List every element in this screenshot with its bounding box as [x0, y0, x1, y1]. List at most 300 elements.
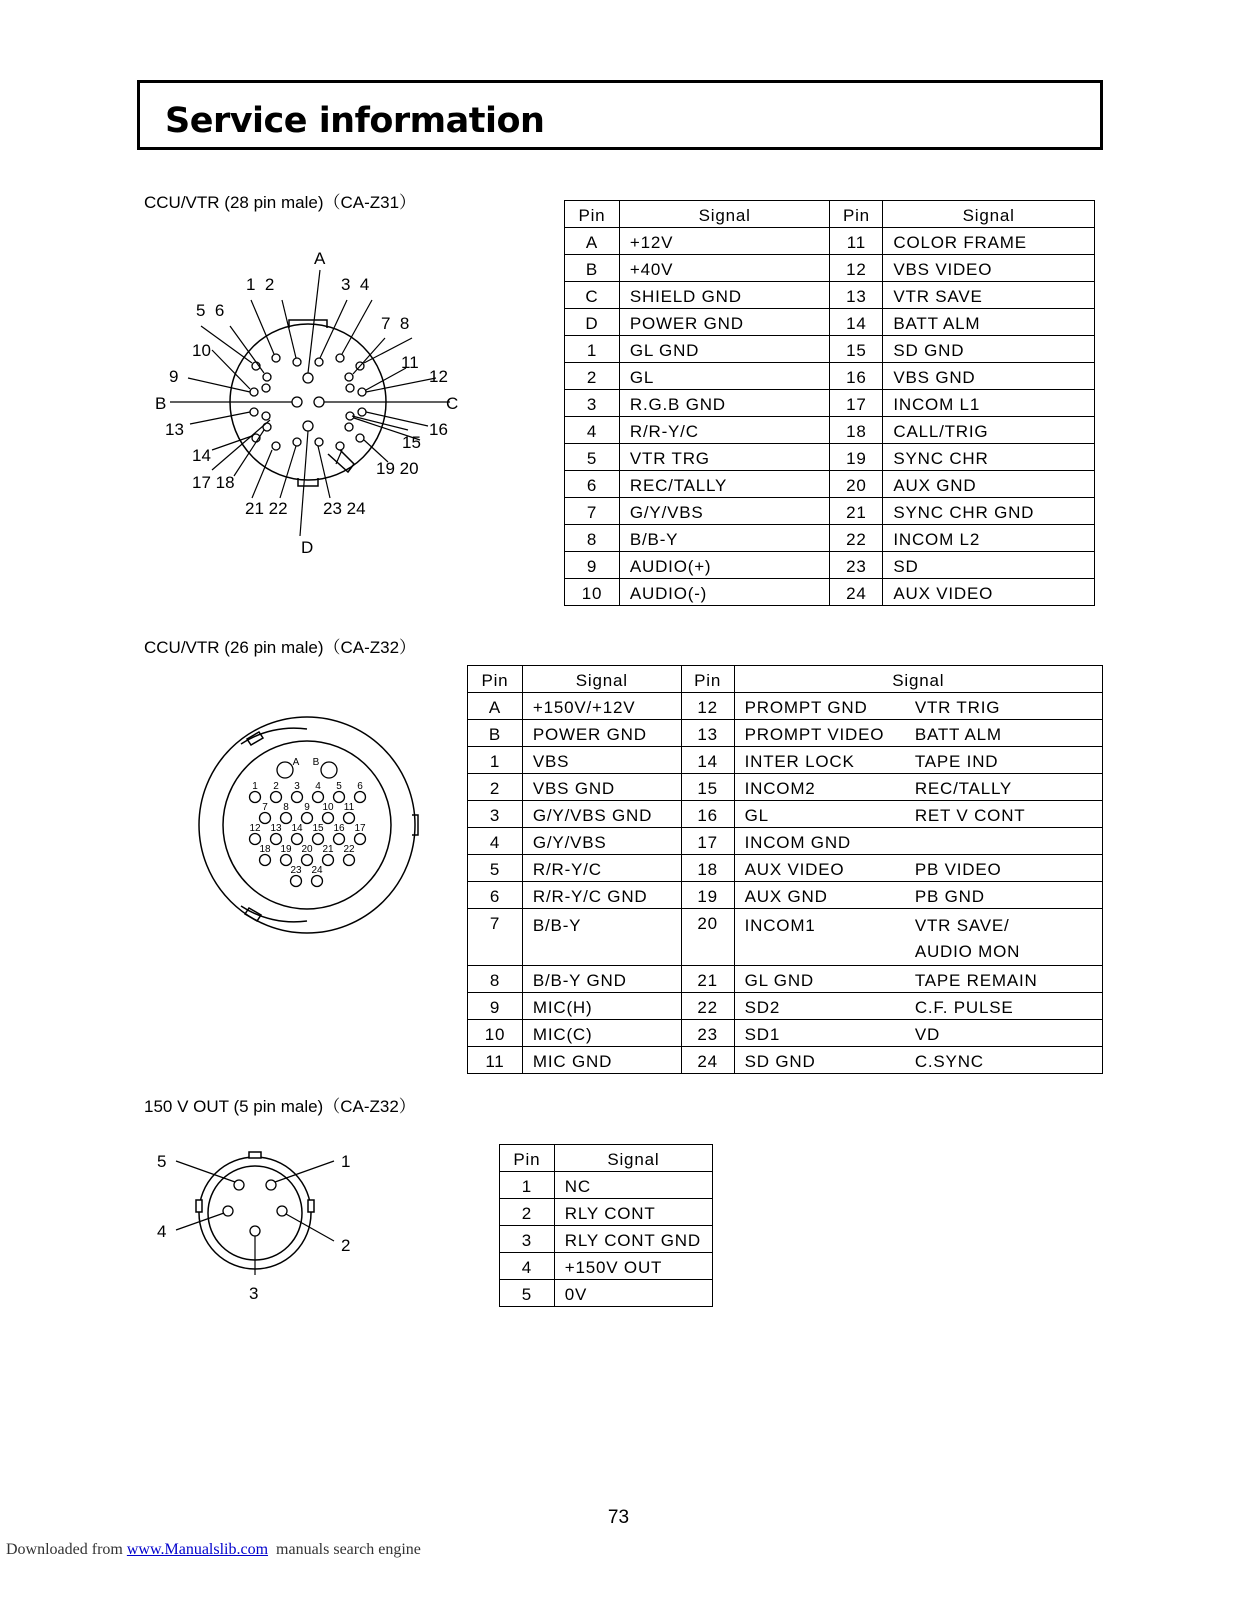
connector-5pin-diagram [150, 1145, 380, 1315]
pin-cell: 13 [681, 720, 734, 747]
table-row [565, 390, 1095, 417]
signal-cell: RLY CONT [554, 1199, 712, 1226]
table-row [565, 255, 1095, 282]
label-C: C [446, 394, 459, 413]
pin-cell: 4 [500, 1253, 555, 1280]
signal-cell-alt: PB VIDEO [905, 855, 1103, 882]
pin-cell: 16 [830, 363, 883, 390]
pin-hole [336, 442, 344, 450]
signal-cell: B/B-Y [522, 909, 681, 966]
pin-cell: 12 [681, 693, 734, 720]
pin-cell: 24 [681, 1047, 734, 1074]
signal-cell: POWER GND [522, 720, 681, 747]
signal-cell: COLOR FRAME [883, 228, 1095, 255]
pin-cell: 22 [830, 525, 883, 552]
header-pin: Pin [681, 666, 734, 693]
label-A: A [314, 249, 326, 268]
signal-cell: INCOM GND [734, 828, 905, 855]
table-row [565, 579, 1095, 606]
pin-cell: 1 [500, 1172, 555, 1199]
header-pin: Pin [565, 201, 620, 228]
pin-cell: A [565, 228, 620, 255]
label-13: 13 [165, 420, 184, 439]
signal-cell-alt: C.F. PULSE [905, 993, 1103, 1020]
label-16: 16 [429, 420, 448, 439]
signal-cell: VTR SAVE [883, 282, 1095, 309]
pin-cell: 6 [565, 471, 620, 498]
label-1-2: 1 2 [246, 275, 275, 294]
signal-cell: INTER LOCK [734, 747, 905, 774]
pin-cell: 1 [468, 747, 523, 774]
pin-cell: 11 [830, 228, 883, 255]
header-pin: Pin [500, 1145, 555, 1172]
pin-cell: 17 [681, 828, 734, 855]
signal-cell: B/B-Y [619, 525, 830, 552]
pin-number-label: 22 [343, 844, 355, 855]
pin-number-label: 14 [291, 823, 303, 834]
header-pin: Pin [830, 201, 883, 228]
pin-cell: 18 [830, 417, 883, 444]
pin-cell: 24 [830, 579, 883, 606]
pin-hole [334, 792, 345, 803]
pin-number-label: 19 [280, 844, 292, 855]
pin-number-label: 5 [336, 781, 342, 792]
signal-cell-alt [905, 828, 1103, 855]
signal-cell: R/R-Y/C [522, 855, 681, 882]
pin-hole [334, 834, 345, 845]
pin-hole [315, 438, 323, 446]
header-signal: Signal [734, 666, 1102, 693]
signal-line: AUDIO MON [914, 942, 1021, 961]
pin-number-label: 11 [343, 802, 355, 813]
pin-cell: B [468, 720, 523, 747]
table-row [565, 228, 1095, 255]
pin-hole [355, 834, 366, 845]
table-row [500, 1253, 713, 1280]
pin-hole [260, 855, 271, 866]
signal-cell-alt: TAPE IND [905, 747, 1103, 774]
pin-hole [263, 373, 271, 381]
signal-cell-alt [905, 909, 1103, 966]
signal-cell: SYNC CHR GND [883, 498, 1095, 525]
table-row [468, 720, 1103, 747]
signal-cell: 0V [554, 1280, 712, 1307]
pin-number-label: 24 [311, 865, 323, 876]
pin-cell: 1 [565, 336, 620, 363]
pin-2 [277, 1206, 287, 1216]
table-row [468, 855, 1103, 882]
signal-cell: AUX GND [883, 471, 1095, 498]
signal-cell: SD2 [734, 993, 905, 1020]
signal-cell: AUDIO(+) [619, 552, 830, 579]
header-signal: Signal [883, 201, 1095, 228]
pin-hole [315, 358, 323, 366]
signal-cell: VBS VIDEO [883, 255, 1095, 282]
page-title: Service information [165, 101, 545, 141]
signal-cell: INCOM L2 [883, 525, 1095, 552]
pin-hole [271, 792, 282, 803]
pin-cell: 3 [500, 1226, 555, 1253]
signal-cell: AUX GND [734, 882, 905, 909]
pin-cell: 23 [681, 1020, 734, 1047]
label-19-20: 19 20 [376, 459, 419, 478]
signal-cell: REC/TALLY [619, 471, 830, 498]
table-row [565, 525, 1095, 552]
pin-1 [266, 1180, 276, 1190]
signal-cell: INCOM1 [734, 909, 905, 966]
pin-number-label: 18 [259, 844, 271, 855]
pin-hole [314, 397, 324, 407]
table-row [468, 1020, 1103, 1047]
signal-cell: RLY CONT GND [554, 1226, 712, 1253]
pin-cell: 6 [468, 882, 523, 909]
pin-cell: 20 [830, 471, 883, 498]
pin-cell: 13 [830, 282, 883, 309]
table-26pin [467, 665, 1103, 1074]
pin-number-label: 17 [354, 823, 366, 834]
pin-number-label: 3 [294, 781, 300, 792]
table-row [468, 993, 1103, 1020]
pin-cell: 5 [565, 444, 620, 471]
pin-hole [262, 412, 270, 420]
pin-cell: 11 [468, 1047, 523, 1074]
label-4: 4 [157, 1222, 167, 1241]
table-row [468, 693, 1103, 720]
table-row [500, 1199, 713, 1226]
pin-hole [272, 354, 280, 362]
signal-cell: GL GND [619, 336, 830, 363]
page-header [137, 80, 1103, 150]
label-14: 14 [192, 446, 211, 465]
signal-line: VTR SAVE/ [914, 916, 1010, 935]
pin-hole [263, 423, 271, 431]
signal-cell-alt: C.SYNC [905, 1047, 1103, 1074]
table-header-row [468, 666, 1103, 693]
signal-cell: MIC GND [522, 1047, 681, 1074]
pin-hole [344, 855, 355, 866]
signal-cell: VTR TRG [619, 444, 830, 471]
pin-hole [321, 762, 337, 778]
table-row [565, 498, 1095, 525]
signal-cell: B/B-Y GND [522, 966, 681, 993]
table-28pin [564, 200, 1095, 606]
pin-number-label: 7 [262, 802, 268, 813]
signal-cell: NC [554, 1172, 712, 1199]
pin-hole [281, 855, 292, 866]
pin-cell: 23 [830, 552, 883, 579]
signal-cell: R/R-Y/C GND [522, 882, 681, 909]
pin-hole [250, 408, 258, 416]
pin-4 [223, 1206, 233, 1216]
table-row [468, 801, 1103, 828]
pin-hole [312, 876, 323, 887]
signal-cell: SD [883, 552, 1095, 579]
table-row [565, 363, 1095, 390]
label-23-24: 23 24 [323, 499, 366, 518]
pin-number-label: 13 [270, 823, 282, 834]
footer-link[interactable]: www.Manualslib.com [126, 1541, 269, 1558]
pin-cell: 10 [468, 1020, 523, 1047]
signal-cell: MIC(H) [522, 993, 681, 1020]
pin-cell: 9 [565, 552, 620, 579]
signal-cell: MIC(C) [522, 1020, 681, 1047]
signal-cell-alt: RET V CONT [905, 801, 1103, 828]
page-number: 73 [607, 1507, 630, 1528]
signal-cell: G/Y/VBS GND [522, 801, 681, 828]
pin-number-label: 1 [252, 781, 258, 792]
pin-hole [344, 813, 355, 824]
pin-hole [250, 792, 261, 803]
pin-number-label: 6 [357, 781, 363, 792]
label-9: 9 [169, 367, 179, 386]
connector-28pin-diagram [150, 240, 470, 560]
label-2: 2 [341, 1236, 351, 1255]
signal-cell: SD GND [883, 336, 1095, 363]
pin-cell: 14 [681, 747, 734, 774]
pin-hole [260, 813, 271, 824]
signal-cell-alt: BATT ALM [905, 720, 1103, 747]
pin-number-label: A [292, 757, 300, 768]
pin-number-label: 4 [315, 781, 321, 792]
pin-number-label: 2 [273, 781, 279, 792]
table-row [500, 1280, 713, 1307]
label-3: 3 [249, 1284, 259, 1303]
table-row [565, 336, 1095, 363]
pin-cell: 4 [565, 417, 620, 444]
pin-cell: C [565, 282, 620, 309]
table-row [565, 444, 1095, 471]
table-row [565, 471, 1095, 498]
pin-hole [250, 388, 258, 396]
pin-cell: 15 [681, 774, 734, 801]
pin-cell: 5 [468, 855, 523, 882]
pin-number-label: 16 [333, 823, 345, 834]
signal-cell: VBS [522, 747, 681, 774]
pin-cell: 3 [565, 390, 620, 417]
signal-cell: +12V [619, 228, 830, 255]
pin-hole [358, 388, 366, 396]
signal-cell-alt: TAPE REMAIN [905, 966, 1103, 993]
pin-cell: 21 [681, 966, 734, 993]
signal-cell: GL [619, 363, 830, 390]
caption-5pin: 150 V OUT (5 pin male)（CA-Z32） [144, 1097, 416, 1116]
table-row [500, 1226, 713, 1253]
label-21-22: 21 22 [245, 499, 288, 518]
signal-cell: PROMPT GND [734, 693, 905, 720]
header-pin: Pin [468, 666, 523, 693]
pin-number-label: 23 [290, 865, 302, 876]
pin-cell: 19 [830, 444, 883, 471]
pin-number-label: 9 [304, 802, 310, 813]
pin-number-label: B [312, 757, 320, 768]
table-row [468, 1047, 1103, 1074]
pin-hole [302, 813, 313, 824]
pin-cell: 16 [681, 801, 734, 828]
pin-cell: 2 [500, 1199, 555, 1226]
footer [6, 1541, 421, 1559]
pin-3 [250, 1226, 260, 1236]
table-header-row [565, 201, 1095, 228]
pin-cell: 7 [468, 909, 523, 966]
label-7-8: 7 8 [381, 314, 410, 333]
table-row [468, 747, 1103, 774]
pin-hole [292, 792, 303, 803]
pin-cell: B [565, 255, 620, 282]
label-3-4: 3 4 [341, 275, 370, 294]
signal-cell: INCOM L1 [883, 390, 1095, 417]
signal-cell: PROMPT VIDEO [734, 720, 905, 747]
header-signal: Signal [619, 201, 830, 228]
pin-number-label: 12 [249, 823, 261, 834]
signal-cell: AUDIO(-) [619, 579, 830, 606]
table-row [500, 1172, 713, 1199]
signal-cell: GL GND [734, 966, 905, 993]
pin-cell: 7 [565, 498, 620, 525]
signal-cell: BATT ALM [883, 309, 1095, 336]
label-11: 11 [401, 353, 419, 372]
pin-hole [323, 855, 334, 866]
pin-number-label: 20 [301, 844, 313, 855]
label-10: 10 [192, 341, 211, 360]
pin-cell: 12 [830, 255, 883, 282]
table-row [565, 309, 1095, 336]
pin-hole [336, 354, 344, 362]
pin-cell: 21 [830, 498, 883, 525]
pin-number-label: 8 [283, 802, 289, 813]
table-5pin [499, 1144, 713, 1307]
label-5-6: 5 6 [196, 301, 225, 320]
label-D: D [301, 538, 314, 557]
pin-hole [358, 408, 366, 416]
pin-hole [303, 373, 313, 383]
pin-hole [291, 876, 302, 887]
signal-cell: G/Y/VBS [619, 498, 830, 525]
label-15: 15 [402, 433, 421, 452]
header-signal: Signal [554, 1145, 712, 1172]
pin-cell: 2 [468, 774, 523, 801]
pin-cell: 10 [565, 579, 620, 606]
signal-cell: VBS GND [883, 363, 1095, 390]
signal-cell: VBS GND [522, 774, 681, 801]
footer-prefix: Downloaded from [6, 1541, 127, 1558]
signal-cell: G/Y/VBS [522, 828, 681, 855]
pin-hole [292, 834, 303, 845]
pin-hole [271, 834, 282, 845]
table-row [468, 774, 1103, 801]
signal-cell: CALL/TRIG [883, 417, 1095, 444]
signal-cell-alt: VTR TRIG [905, 693, 1103, 720]
pin-hole [313, 792, 324, 803]
pin-hole [345, 423, 353, 431]
table-row [565, 552, 1095, 579]
pin-cell: 8 [565, 525, 620, 552]
header-signal: Signal [522, 666, 681, 693]
pin-cell: 19 [681, 882, 734, 909]
pin-number-label: 21 [322, 844, 334, 855]
signal-cell-alt: VD [905, 1020, 1103, 1047]
caption-26pin: CCU/VTR (26 pin male)（CA-Z32） [144, 638, 417, 657]
signal-cell: R.G.B GND [619, 390, 830, 417]
signal-cell-alt: PB GND [905, 882, 1103, 909]
table-row [468, 882, 1103, 909]
signal-cell: AUX VIDEO [734, 855, 905, 882]
signal-cell: +40V [619, 255, 830, 282]
signal-cell: GL [734, 801, 905, 828]
signal-cell: +150V OUT [554, 1253, 712, 1280]
pin-number-label: 15 [312, 823, 324, 834]
pin-hole [293, 438, 301, 446]
pin-cell: 14 [830, 309, 883, 336]
pin-cell: 20 [681, 909, 734, 966]
pin-hole [292, 397, 302, 407]
label-12: 12 [429, 367, 448, 386]
table-row [468, 966, 1103, 993]
pin-number-label: 10 [322, 802, 334, 813]
pin-cell: 4 [468, 828, 523, 855]
pin-hole [272, 442, 280, 450]
pin-cell: 2 [565, 363, 620, 390]
pin-cell: 3 [468, 801, 523, 828]
signal-cell: AUX VIDEO [883, 579, 1095, 606]
pin-hole [323, 813, 334, 824]
table-row [468, 909, 1103, 966]
pin-cell: 9 [468, 993, 523, 1020]
pin-cell: 18 [681, 855, 734, 882]
pin-hole [293, 358, 301, 366]
footer-suffix: manuals search engine [268, 1541, 421, 1558]
table-row [565, 417, 1095, 444]
pin-hole [313, 834, 324, 845]
pin-cell: 15 [830, 336, 883, 363]
pin-hole [345, 373, 353, 381]
table-row [468, 828, 1103, 855]
pin-hole [262, 384, 270, 392]
signal-cell: SD1 [734, 1020, 905, 1047]
pin-cell: D [565, 309, 620, 336]
signal-cell: SD GND [734, 1047, 905, 1074]
signal-cell-alt: REC/TALLY [905, 774, 1103, 801]
signal-cell: SHIELD GND [619, 282, 830, 309]
pin-hole [281, 813, 292, 824]
label-17-18: 17 18 [192, 473, 235, 492]
pin-cell: 22 [681, 993, 734, 1020]
pin-cell: A [468, 693, 523, 720]
label-B: B [155, 394, 167, 413]
signal-cell: INCOM2 [734, 774, 905, 801]
pin-5 [234, 1180, 244, 1190]
pin-cell: 8 [468, 966, 523, 993]
label-5: 5 [157, 1152, 167, 1171]
pin-hole [277, 762, 293, 778]
table-row [565, 282, 1095, 309]
signal-cell: +150V/+12V [522, 693, 681, 720]
pin-hole [346, 384, 354, 392]
pin-hole [355, 792, 366, 803]
label-1: 1 [341, 1152, 351, 1171]
pin-hole [303, 421, 313, 431]
connector-26pin-diagram [195, 710, 425, 940]
table-header-row [500, 1145, 713, 1172]
pin-hole [356, 434, 364, 442]
pin-hole [302, 855, 313, 866]
signal-cell: POWER GND [619, 309, 830, 336]
caption-28pin: CCU/VTR (28 pin male)（CA-Z31） [144, 193, 417, 212]
pin-cell: 17 [830, 390, 883, 417]
pin-cell: 5 [500, 1280, 555, 1307]
signal-cell: SYNC CHR [883, 444, 1095, 471]
signal-cell: R/R-Y/C [619, 417, 830, 444]
pin-hole [250, 834, 261, 845]
